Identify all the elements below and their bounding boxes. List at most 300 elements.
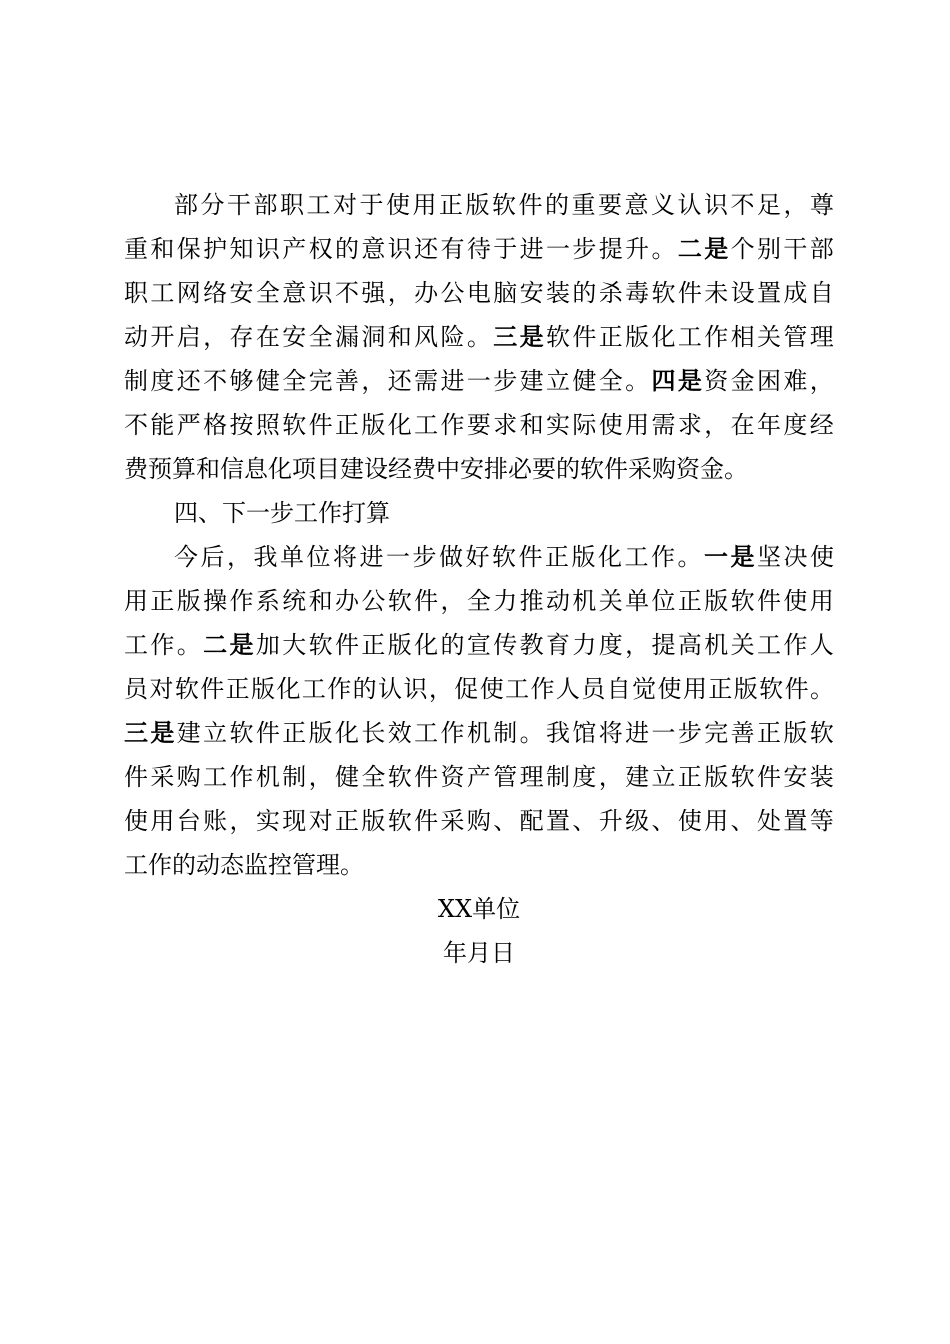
text-char: 在 xyxy=(730,411,755,439)
text-char: ， xyxy=(308,763,333,791)
text-char: 设 xyxy=(730,279,755,307)
bold-keyword-char: 一 xyxy=(704,542,728,571)
text-char: 建 xyxy=(340,455,364,483)
text-char: 难 xyxy=(783,367,808,395)
text-char: 位 xyxy=(306,543,331,571)
text-char: 职 xyxy=(280,191,304,219)
text-char: 决 xyxy=(783,543,808,571)
paragraph-line xyxy=(124,359,834,403)
text-char: 工 xyxy=(301,675,326,703)
text-char: 意 xyxy=(361,235,386,263)
text-char: 采 xyxy=(628,455,652,483)
text-char: 版 xyxy=(704,587,729,615)
text-char: 足 xyxy=(757,191,781,219)
bold-keyword-char: 是 xyxy=(704,234,729,263)
text-char: 件 xyxy=(414,807,439,835)
text-char: 不 xyxy=(335,279,359,307)
text-char: 工 xyxy=(294,499,318,527)
text-char: 件 xyxy=(308,411,333,439)
text-char: ， xyxy=(625,631,650,659)
text-char: 重 xyxy=(571,191,596,219)
text-char: 必 xyxy=(508,455,532,483)
text-char: 需 xyxy=(651,411,676,439)
text-char: ， xyxy=(227,543,251,571)
text-char: 安 xyxy=(229,279,254,307)
text-char: 管 xyxy=(783,323,808,351)
text-char: 费 xyxy=(412,455,436,483)
text-char: 监 xyxy=(244,851,268,879)
text-char: 控 xyxy=(268,851,292,879)
text-char: 资 xyxy=(440,763,465,791)
text-char: 意 xyxy=(624,191,649,219)
text-char: 件 xyxy=(414,763,439,791)
paragraph-line xyxy=(124,623,834,667)
text-char: 工 xyxy=(414,719,439,747)
text-char: 制 xyxy=(546,763,570,791)
paragraph-line xyxy=(124,667,834,711)
text-char: 作 xyxy=(530,675,555,703)
text-char: 需 xyxy=(414,367,439,395)
paragraph-line xyxy=(124,315,834,359)
text-char: 能 xyxy=(150,411,175,439)
text-char: 保 xyxy=(176,235,201,263)
text-char: 存 xyxy=(229,323,254,351)
text-char: 置 xyxy=(783,807,808,835)
text-char: 费 xyxy=(124,455,148,483)
text-char: 软 xyxy=(546,323,570,351)
text-char: 软 xyxy=(308,631,333,659)
paragraph-line xyxy=(124,799,834,843)
text-char: 软 xyxy=(492,543,516,571)
document-body xyxy=(124,183,834,975)
text-char: 系 xyxy=(255,587,280,615)
text-char: 洞 xyxy=(361,323,386,351)
text-char: 步 xyxy=(412,543,437,571)
bold-keyword-char: 三 xyxy=(124,718,148,747)
text-char: 。 xyxy=(724,455,748,483)
text-char: 机 xyxy=(466,719,491,747)
text-char: 管 xyxy=(493,763,518,791)
text-char: 有 xyxy=(440,235,465,263)
text-char: 、 xyxy=(730,807,755,835)
text-char: 安 xyxy=(519,279,544,307)
text-char: 的 xyxy=(545,191,569,219)
text-char: 强 xyxy=(361,279,386,307)
text-char: 动 xyxy=(196,851,220,879)
text-char: 善 xyxy=(730,719,755,747)
text-char: 金 xyxy=(730,367,755,395)
text-char: 动 xyxy=(124,323,148,351)
text-char: 信 xyxy=(220,455,244,483)
text-char: 不 xyxy=(730,191,755,219)
text-char: ， xyxy=(387,279,412,307)
text-char: 人 xyxy=(809,631,834,659)
text-char: 。 xyxy=(809,675,834,703)
text-char: 建 xyxy=(519,367,544,395)
text-char: 教 xyxy=(519,631,544,659)
text-char: 对 xyxy=(333,191,357,219)
text-char: 软 xyxy=(580,455,604,483)
text-char: 建 xyxy=(176,719,201,747)
paragraph-line xyxy=(124,447,834,491)
text-char: 正 xyxy=(282,719,307,747)
text-char: 还 xyxy=(176,367,201,395)
text-char: 件 xyxy=(255,719,280,747)
text-char: 度 xyxy=(598,631,623,659)
text-char: 软 xyxy=(282,411,307,439)
text-char: 件 xyxy=(414,587,439,615)
text-char: 一 xyxy=(546,235,570,263)
text-char: 机 xyxy=(572,587,597,615)
text-char: 用 xyxy=(704,807,729,835)
text-char: 善 xyxy=(335,367,359,395)
text-char: 级 xyxy=(625,807,650,835)
text-char: ， xyxy=(598,763,623,791)
text-char: 漏 xyxy=(335,323,359,351)
text-char: 际 xyxy=(572,411,597,439)
text-char: 度 xyxy=(783,411,808,439)
text-char: 单 xyxy=(625,587,650,615)
text-char: 对 xyxy=(149,675,174,703)
text-char: 部 xyxy=(253,191,278,219)
text-char: 推 xyxy=(519,587,544,615)
bold-keyword-char: 三 xyxy=(493,322,518,351)
text-char: 化 xyxy=(335,719,359,747)
text-char: 力 xyxy=(493,587,518,615)
text-char: 进 xyxy=(625,719,650,747)
text-char: 尊 xyxy=(810,191,834,219)
text-char: 理 xyxy=(316,851,340,879)
text-char: ， xyxy=(809,367,834,395)
signature-date: 年月日 xyxy=(443,939,515,967)
text-char: 化 xyxy=(276,675,301,703)
text-char: 部 xyxy=(174,191,198,219)
text-char: 护 xyxy=(203,235,228,263)
text-char: 步 xyxy=(493,367,518,395)
text-char: 相 xyxy=(730,323,755,351)
text-char: 建 xyxy=(625,763,650,791)
text-char: 不 xyxy=(124,411,148,439)
paragraph-line xyxy=(124,227,834,271)
text-char: 软 xyxy=(492,191,516,219)
text-char: 关 xyxy=(598,587,623,615)
text-char: 版 xyxy=(783,719,808,747)
text-char: 作 xyxy=(704,323,729,351)
text-char: 使 xyxy=(810,543,834,571)
text-char: 进 xyxy=(440,367,465,395)
text-char: 软 xyxy=(730,763,755,791)
text-char: 单 xyxy=(280,543,304,571)
text-char: 软 xyxy=(651,279,676,307)
text-char: ， xyxy=(229,807,254,835)
text-char: 好 xyxy=(465,543,490,571)
text-char: 使 xyxy=(657,675,682,703)
text-char: 后 xyxy=(200,543,225,571)
text-char: 件 xyxy=(757,763,781,791)
text-char: 置 xyxy=(546,807,570,835)
text-char: 位 xyxy=(651,587,676,615)
text-char: 件 xyxy=(677,279,702,307)
bold-keyword-char: 是 xyxy=(730,542,755,571)
text-char: 现 xyxy=(282,807,307,835)
text-char: 和 xyxy=(387,323,412,351)
text-char: 严 xyxy=(176,411,201,439)
text-char: 化 xyxy=(598,543,622,571)
text-char: 正 xyxy=(361,631,386,659)
text-char: 全 xyxy=(598,367,623,395)
text-char: 统 xyxy=(282,587,307,615)
text-char: 公 xyxy=(440,279,465,307)
text-char: 还 xyxy=(414,235,439,263)
text-char: 使 xyxy=(677,807,702,835)
paragraph-line xyxy=(124,403,834,447)
text-char: ， xyxy=(361,367,386,395)
text-char: 进 xyxy=(359,543,384,571)
text-char: 在 xyxy=(255,323,280,351)
text-char: 人 xyxy=(555,675,580,703)
text-char: 识 xyxy=(387,235,412,263)
text-char: 管 xyxy=(292,851,316,879)
text-char: 版 xyxy=(361,411,386,439)
text-char: 义 xyxy=(651,191,675,219)
text-char: 步 xyxy=(270,499,294,527)
text-char: 软 xyxy=(387,587,412,615)
text-char: 认 xyxy=(677,191,702,219)
text-char: 理 xyxy=(809,323,834,351)
text-char: 用 xyxy=(124,587,148,615)
text-char: 化 xyxy=(414,631,439,659)
text-char: 正 xyxy=(545,543,569,571)
text-char: 正 xyxy=(598,323,623,351)
text-char: 态 xyxy=(220,851,244,879)
text-char: 办 xyxy=(414,279,439,307)
text-char: 件 xyxy=(572,323,597,351)
text-char: ， xyxy=(704,411,729,439)
bold-keyword-char: 二 xyxy=(677,234,702,263)
text-char: 安 xyxy=(783,763,808,791)
text-char: 自 xyxy=(606,675,631,703)
text-char: 坚 xyxy=(757,543,781,571)
text-char: 工 xyxy=(624,543,649,571)
paragraph-line xyxy=(124,579,834,623)
text-char: 的 xyxy=(572,279,597,307)
text-char: 长 xyxy=(361,719,386,747)
text-char: 全 xyxy=(466,587,491,615)
text-char: 工 xyxy=(677,323,702,351)
text-char: 使 xyxy=(783,587,808,615)
text-char: 版 xyxy=(361,807,386,835)
text-char: 于 xyxy=(493,235,518,263)
text-char: 设 xyxy=(364,455,388,483)
text-char: 使 xyxy=(598,411,623,439)
text-char: 自 xyxy=(809,279,834,307)
text-char: 和 xyxy=(196,455,220,483)
text-char: 络 xyxy=(203,279,228,307)
text-char: 对 xyxy=(308,807,333,835)
text-char: 将 xyxy=(598,719,623,747)
text-char: 步 xyxy=(572,235,597,263)
text-char: 今 xyxy=(174,543,198,571)
text-char: 、 xyxy=(493,807,518,835)
text-char: 促 xyxy=(454,675,479,703)
text-char: 算 xyxy=(366,499,390,527)
text-char: 作 xyxy=(148,851,172,879)
text-char: 高 xyxy=(677,631,702,659)
text-char: 息 xyxy=(244,455,268,483)
text-char: 一 xyxy=(246,499,270,527)
text-char: 版 xyxy=(251,675,276,703)
text-char: 项 xyxy=(292,455,316,483)
text-char: 作 xyxy=(327,675,352,703)
text-char: 正 xyxy=(757,719,781,747)
text-char: 装 xyxy=(809,763,834,791)
text-char: 件 xyxy=(518,543,543,571)
text-char: 力 xyxy=(572,631,597,659)
text-char: 权 xyxy=(308,235,333,263)
text-char: 公 xyxy=(361,587,386,615)
text-char: 经 xyxy=(809,411,834,439)
text-char: 困 xyxy=(757,367,781,395)
text-char: 开 xyxy=(150,323,175,351)
text-char: 工 xyxy=(757,631,781,659)
text-char: 于 xyxy=(359,191,384,219)
text-char: 我 xyxy=(253,543,278,571)
text-char: 我 xyxy=(546,719,570,747)
paragraph-line xyxy=(124,755,834,799)
text-char: 的 xyxy=(352,675,377,703)
text-char: 件 xyxy=(757,587,781,615)
text-char: 件 xyxy=(604,455,628,483)
text-char: 和 xyxy=(519,411,544,439)
text-char: 正 xyxy=(439,191,463,219)
bold-keyword-char: 是 xyxy=(677,366,702,395)
paragraph-line xyxy=(124,711,834,755)
text-char: 用 xyxy=(625,411,650,439)
text-char: 未 xyxy=(704,279,729,307)
text-char: 工 xyxy=(203,763,228,791)
text-char: 全 xyxy=(282,367,307,395)
text-char: 的 xyxy=(440,631,465,659)
text-char: 要 xyxy=(466,411,491,439)
bold-keyword-char: 四 xyxy=(651,366,676,395)
text-char: 装 xyxy=(546,279,570,307)
text-char: 制 xyxy=(124,367,148,395)
text-char: 知 xyxy=(229,235,254,263)
text-char: 购 xyxy=(466,807,491,835)
text-char: 。 xyxy=(176,631,201,659)
text-char: 求 xyxy=(677,411,702,439)
text-char: 和 xyxy=(150,235,175,263)
text-char: 升 xyxy=(598,807,623,835)
text-char: 版 xyxy=(704,763,729,791)
text-char: 一 xyxy=(466,367,491,395)
text-char: 全 xyxy=(255,279,280,307)
text-char: 作 xyxy=(229,587,254,615)
bold-keyword-char: 是 xyxy=(150,718,175,747)
paragraph-line xyxy=(124,491,834,535)
text-char: 立 xyxy=(203,719,228,747)
text-char: 按 xyxy=(229,411,254,439)
text-char: 。 xyxy=(519,719,544,747)
text-char: 健 xyxy=(572,367,597,395)
text-char: 做 xyxy=(439,543,463,571)
text-char: 账 xyxy=(203,807,228,835)
text-char: 关 xyxy=(730,631,755,659)
text-char: 和 xyxy=(308,587,333,615)
text-char: 软 xyxy=(387,807,412,835)
text-char: 工 xyxy=(414,411,439,439)
text-char: 步 xyxy=(677,719,702,747)
bold-keyword-char: 是 xyxy=(519,322,544,351)
text-char: 件 xyxy=(518,191,543,219)
text-char: 作 xyxy=(229,763,254,791)
text-char: 。 xyxy=(466,323,491,351)
text-char: 件 xyxy=(784,675,809,703)
text-char: 用 xyxy=(412,191,437,219)
text-char: 宣 xyxy=(466,631,491,659)
text-char: 版 xyxy=(465,191,490,219)
text-char: 使 xyxy=(479,675,504,703)
text-char: 工 xyxy=(306,191,331,219)
text-char: 制 xyxy=(493,719,518,747)
text-char: 干 xyxy=(227,191,251,219)
paragraph-line xyxy=(124,843,834,887)
text-char: 干 xyxy=(783,235,808,263)
text-char: 、 xyxy=(572,807,597,835)
text-char: 处 xyxy=(757,807,781,835)
text-char: 动 xyxy=(546,587,570,615)
text-char: 馆 xyxy=(572,719,597,747)
text-char: 工 xyxy=(505,675,530,703)
text-char: 。 xyxy=(340,851,364,879)
text-char: 一 xyxy=(651,719,676,747)
text-char: 启 xyxy=(176,323,201,351)
text-char: 工 xyxy=(124,851,148,879)
text-char: 软 xyxy=(759,675,784,703)
text-char: 办 xyxy=(335,587,359,615)
text-char: ， xyxy=(203,323,228,351)
text-char: 实 xyxy=(255,807,280,835)
text-char: 产 xyxy=(282,235,307,263)
text-char: 分 xyxy=(200,191,225,219)
text-char: 安 xyxy=(460,455,484,483)
text-char: 购 xyxy=(176,763,201,791)
text-char: 版 xyxy=(625,323,650,351)
text-char: 大 xyxy=(282,631,307,659)
text-char: 配 xyxy=(519,807,544,835)
text-char: 下 xyxy=(222,499,246,527)
text-char: 采 xyxy=(150,763,175,791)
text-char: ， xyxy=(783,191,808,219)
text-char: 识 xyxy=(403,675,428,703)
text-char: 重 xyxy=(124,235,148,263)
text-char: 制 xyxy=(282,763,307,791)
text-char: 化 xyxy=(268,455,292,483)
text-char: 软 xyxy=(809,719,834,747)
text-char: 工 xyxy=(124,631,148,659)
text-char: 软 xyxy=(730,587,755,615)
text-char: 。 xyxy=(625,367,650,395)
text-char: 预 xyxy=(148,455,172,483)
text-char: 件 xyxy=(200,675,225,703)
text-char: 四 xyxy=(174,499,198,527)
text-char: 实 xyxy=(546,411,570,439)
text-char: 作 xyxy=(150,631,175,659)
text-char: 员 xyxy=(581,675,606,703)
text-char: 台 xyxy=(176,807,201,835)
text-char: 识 xyxy=(308,279,333,307)
text-char: 要 xyxy=(598,191,622,219)
